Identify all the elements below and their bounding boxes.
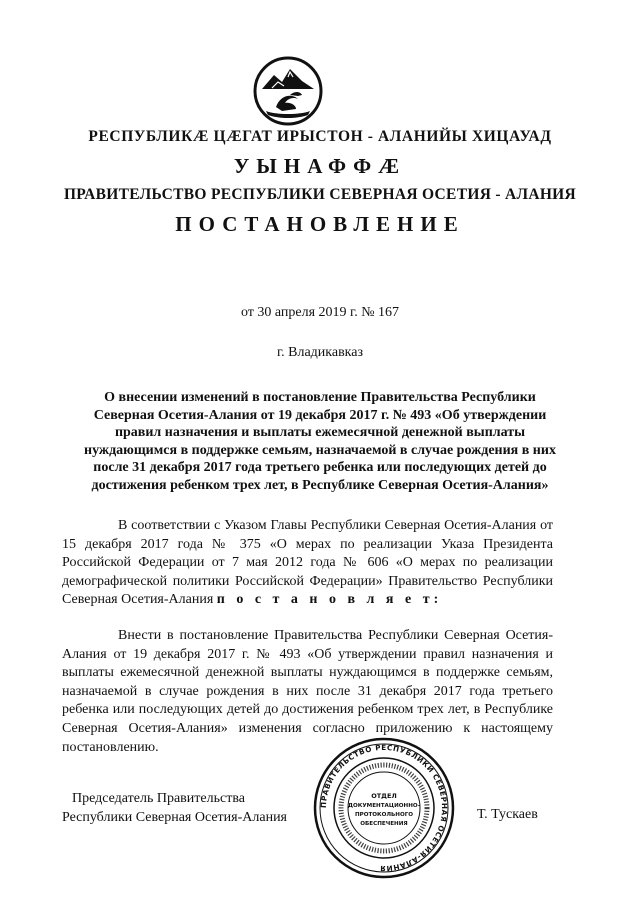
preamble-paragraph [62, 517, 553, 610]
header-republic-ossetian: РЕСПУБЛИКӔ ЦӔГАТ ИРЫСТОН - АЛАНИЙЫ ХИЦАУАД [88, 128, 552, 145]
official-seal-icon [312, 736, 456, 880]
signatory-name: Т. Тускаев [477, 807, 538, 822]
coat-of-arms-icon [252, 55, 324, 127]
document-type-title: ПОСТАНОВЛЕНИЕ [175, 212, 465, 236]
document-subject: О внесении изменений в постановление Правительства Республики Северная Осетия-Алания от 19 декабря 2017 г. № 493 «Об утверждении правил назначения и выплаты ежемесячной денежной выплаты нуждающимся в поддержке семьям, назначаемой в случае рождения в них после 31 декабря 2017 года третьего ребенка или последующих детей до достижения ребенком трех лет, в Республике Северная Осетия-Алания» [84, 390, 556, 493]
svg-text:ДОКУМЕНТАЦИОННО-: ДОКУМЕНТАЦИОННО- [348, 803, 420, 809]
document-city: г. Владикавказ [276, 345, 364, 360]
resolution-paragraph: Внести в постановление Правительства Республики Северная Осетия-Алания от 19 декабря 2017 г. № 493 «Об утверждении правил назначения и выплаты ежемесячной денежной выплаты нуждающимся в поддержке семьям, назначаемой в случае рождения в них после 31 декабря 2017 года третьего ребенка или последующих детей до достижения ребенком трех лет, в Республике Северная Осетия-Алания» изменения согласно приложению к настоящему постановлению. [62, 628, 553, 755]
document-date-number: от 30 апреля 2019 г. № 167 [240, 305, 400, 320]
signatory-position-line2: Республики Северная Осетия-Алания [62, 810, 287, 825]
svg-text:ОБЕСПЕЧЕНИЯ: ОБЕСПЕЧЕНИЯ [360, 821, 408, 827]
header-government-ossetian: УЫНАФФӔ [233, 154, 407, 178]
svg-text:ОТДЕЛ: ОТДЕЛ [371, 792, 397, 800]
header-government-russian: ПРАВИТЕЛЬСТВО РЕСПУБЛИКИ СЕВЕРНАЯ ОСЕТИЯ - АЛАНИЯ [63, 186, 577, 203]
signatory-position [62, 789, 287, 827]
seal-outer-text: ПРАВИТЕЛЬСТВО РЕСПУБЛИКИ СЕВЕРНАЯ ОСЕТИЯ-АЛАНИЯ [318, 742, 450, 874]
signatory-position-line1: Председатель Правительства [72, 791, 245, 806]
resolves-keyword: п о с т а н о в л я е т: [216, 592, 443, 608]
svg-text:ПРОТОКОЛЬНОГО: ПРОТОКОЛЬНОГО [354, 812, 414, 818]
preamble-text: В соответствии с Указом Главы Республики Северная Осетия-Алания от 15 декабря 2017 года № 375 «О мерах по реализации Указа Президента Российской Федерации от 7 мая 2012 года № 606 «О мерах по реализации демографической политики Российской Федерации» Правительство Республики Северная Осетия-Алания [62, 518, 553, 608]
